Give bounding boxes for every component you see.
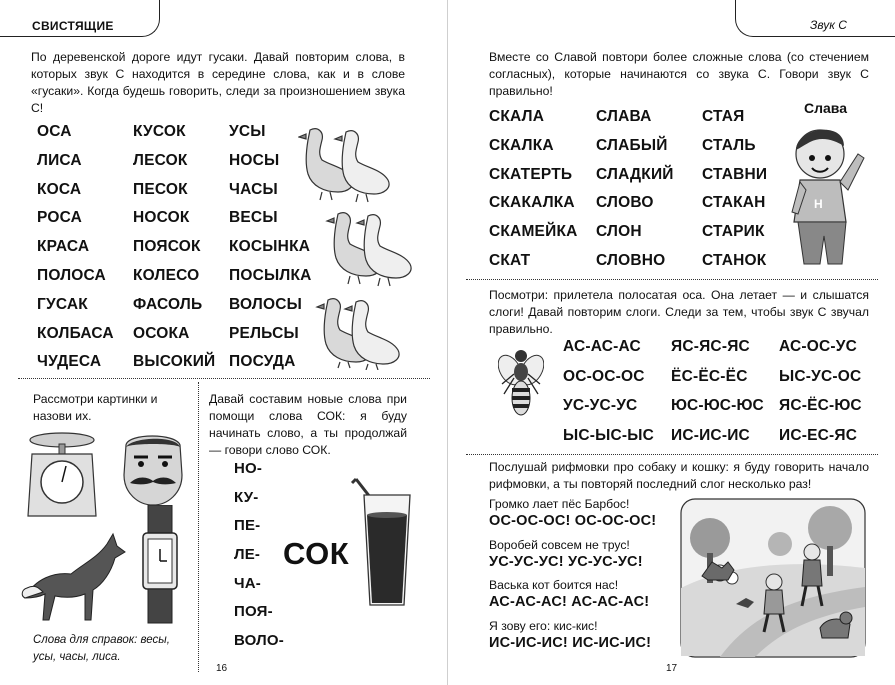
sok-prefix: НО-: [234, 460, 263, 477]
juice-glass-illustration: [350, 475, 416, 610]
word-item: ЯС-ЯС-ЯС: [671, 338, 750, 355]
word-item: СЛАДКИЙ: [596, 165, 674, 183]
section-divider: [466, 279, 878, 280]
sok-prefix: КУ-: [234, 488, 259, 506]
svg-text:H: H: [814, 197, 823, 211]
word-column: [133, 118, 215, 377]
park-scene-illustration: [680, 498, 866, 658]
word-item: ЛИСА: [37, 151, 82, 169]
word-item: СТАЯ: [702, 108, 745, 125]
word-item: КОСЫНКА: [229, 238, 311, 256]
word-item: ЧАСЫ: [229, 180, 278, 198]
word-column: [489, 103, 578, 276]
word-item: ПЕСОК: [133, 180, 188, 198]
boy-label: Слава: [804, 100, 847, 116]
sok-prefix: ЧА-: [234, 574, 261, 592]
word-item: ОСОКА: [133, 324, 190, 342]
word-item: НОСОК: [133, 209, 190, 227]
word-column: [779, 332, 862, 450]
word-item: СЛОН: [596, 223, 642, 241]
word-item: СКАТЕРТЬ: [489, 165, 573, 183]
word-column: [37, 118, 114, 377]
page-number: 16: [216, 663, 228, 674]
scales-illustration: [22, 430, 102, 520]
word-item: СТАРИК: [702, 223, 765, 241]
word-item: ОС-ОС-ОС: [563, 367, 645, 385]
reference-words: Слова для справок: весы, усы, часы, лиса.: [33, 634, 170, 663]
rhyme-line: Я зову его: кис-кис!: [489, 619, 598, 633]
word-item: КОЛБАСА: [37, 324, 114, 342]
wasp-paragraph: Посмотри: прилетела полосатая оса. Она летает — и слышатся слоги! Давай повторим слоги. Следи за тем, чтобы звук С звучал правильно.: [489, 288, 869, 336]
intro-paragraph: По деревенской дороге идут гусаки. Давай повторим слова, в которых звук С находится в середине слова, как и в слове «гусаки». Когда будешь говорить, следи за произношением звука С!: [31, 50, 405, 115]
word-item: ЫС-УС-ОС: [779, 367, 862, 385]
word-item: РЕЛЬСЫ: [229, 324, 299, 342]
word-item: КУСОК: [133, 123, 186, 140]
word-item: КОЛЕСО: [133, 266, 200, 284]
word-item: УСЫ: [229, 123, 266, 140]
word-item: УС-УС-УС: [563, 397, 638, 414]
word-item: РОСА: [37, 209, 82, 227]
intro-paragraph: Вместе со Славой повтори более сложные слова (со стечением согласных), которые начинаются со звука С. Говори звук С правильно!: [489, 50, 869, 98]
right-page: [448, 0, 895, 685]
word-column: [563, 332, 654, 450]
word-item: СЛАБЫЙ: [596, 136, 668, 154]
sound-title: Звук С: [810, 18, 847, 32]
word-column: [702, 103, 767, 276]
word-item: СТАВНИ: [702, 165, 768, 183]
section-tab: [0, 0, 160, 37]
word-item: ВЕСЫ: [229, 209, 278, 227]
word-item: ЯС-ЁС-ЮС: [779, 397, 862, 414]
word-item: ЧУДЕСА: [37, 353, 102, 371]
column-divider: [198, 382, 199, 672]
word-item: СКАЛА: [489, 108, 545, 125]
word-item: ПОЯСОК: [133, 238, 201, 256]
sok-prefix: ПЕ-: [234, 517, 261, 535]
word-item: НОСЫ: [229, 151, 280, 169]
wristwatch-illustration: [140, 505, 180, 625]
word-item: АС-ОС-УС: [779, 338, 858, 355]
section-divider-2: [466, 454, 878, 455]
word-item: ЛЕСОК: [133, 151, 188, 169]
left-page: [0, 0, 447, 685]
rhyme-line: Воробей совсем не трус!: [489, 538, 630, 552]
word-item: ВОЛОСЫ: [229, 295, 302, 313]
word-item: КРАСА: [37, 238, 90, 256]
word-item: АС-АС-АС: [563, 338, 641, 355]
word-item: ИС-ИС-ИС: [671, 426, 750, 444]
word-item: СЛОВО: [596, 194, 654, 212]
sok-word: СОК: [283, 536, 350, 571]
word-item: СЛАВА: [596, 108, 652, 125]
word-item: СКАМЕЙКА: [489, 223, 578, 241]
sok-prefix-list: [234, 455, 284, 656]
rhyme-repeat: ИС-ИС-ИС! ИС-ИС-ИС!: [489, 635, 652, 651]
rhyme-repeat: ОС-ОС-ОС! ОС-ОС-ОС!: [489, 513, 657, 529]
word-item: ЫС-ЫС-ЫС: [563, 426, 655, 444]
page-number: 17: [666, 663, 678, 674]
geese-illustration: [298, 120, 416, 370]
sok-instruction: Давай составим новые слова при помощи слова СОК: я буду начинать слово, а ты продолжай — говори слово СОК.: [209, 392, 407, 457]
rhyme-line: Васька кот боится нас!: [489, 578, 619, 592]
rhyme-intro: Послушай рифмовки про собаку и кошку: я буду говорить начало рифмовки, а ты повторяй последний слог несколько раз!: [489, 460, 869, 491]
word-item: ПОСУДА: [229, 353, 296, 371]
word-item: ИС-ЕС-ЯС: [779, 426, 858, 444]
sok-prefix: ПОЯ-: [234, 603, 273, 621]
sok-prefix: ЛЕ-: [234, 546, 261, 564]
word-item: СКАТ: [489, 251, 531, 269]
word-item: ЁС-ЁС-ЁС: [671, 367, 748, 385]
section-title: СВИСТЯЩИЕ: [32, 19, 114, 33]
moustache-face-illustration: [118, 427, 188, 507]
word-item: ПОЛОСА: [37, 266, 106, 284]
rhyme-repeat: АС-АС-АС! АС-АС-АС!: [489, 594, 650, 610]
word-item: ОСА: [37, 123, 72, 140]
look-instruction: Рассмотри картинки и назови их.: [33, 392, 158, 423]
word-item: ФАСОЛЬ: [133, 295, 203, 313]
fox-illustration: [20, 528, 130, 623]
wasp-illustration: [498, 346, 544, 426]
word-item: ВЫСОКИЙ: [133, 353, 216, 371]
word-column: [596, 103, 674, 276]
word-item: ЮС-ЮС-ЮС: [671, 397, 764, 414]
sound-tab: [735, 0, 895, 37]
word-item: ГУСАК: [37, 295, 88, 313]
word-item: СКАКАЛКА: [489, 194, 575, 212]
word-item: СТАЛЬ: [702, 136, 756, 154]
section-divider: [18, 378, 430, 379]
rhyme-line: Громко лает пёс Барбос!: [489, 497, 630, 511]
sok-prefix: ВОЛО-: [234, 632, 284, 650]
word-item: СКАЛКА: [489, 136, 554, 154]
word-item: СТАНОК: [702, 251, 767, 269]
word-item: КОСА: [37, 180, 82, 198]
rhyme-repeat: УС-УС-УС! УС-УС-УС!: [489, 554, 643, 570]
word-item: ПОСЫЛКА: [229, 266, 312, 284]
word-column: [671, 332, 764, 450]
word-item: СТАКАН: [702, 194, 766, 212]
boy-illustration: [788, 120, 868, 270]
word-item: СЛОВНО: [596, 251, 666, 269]
